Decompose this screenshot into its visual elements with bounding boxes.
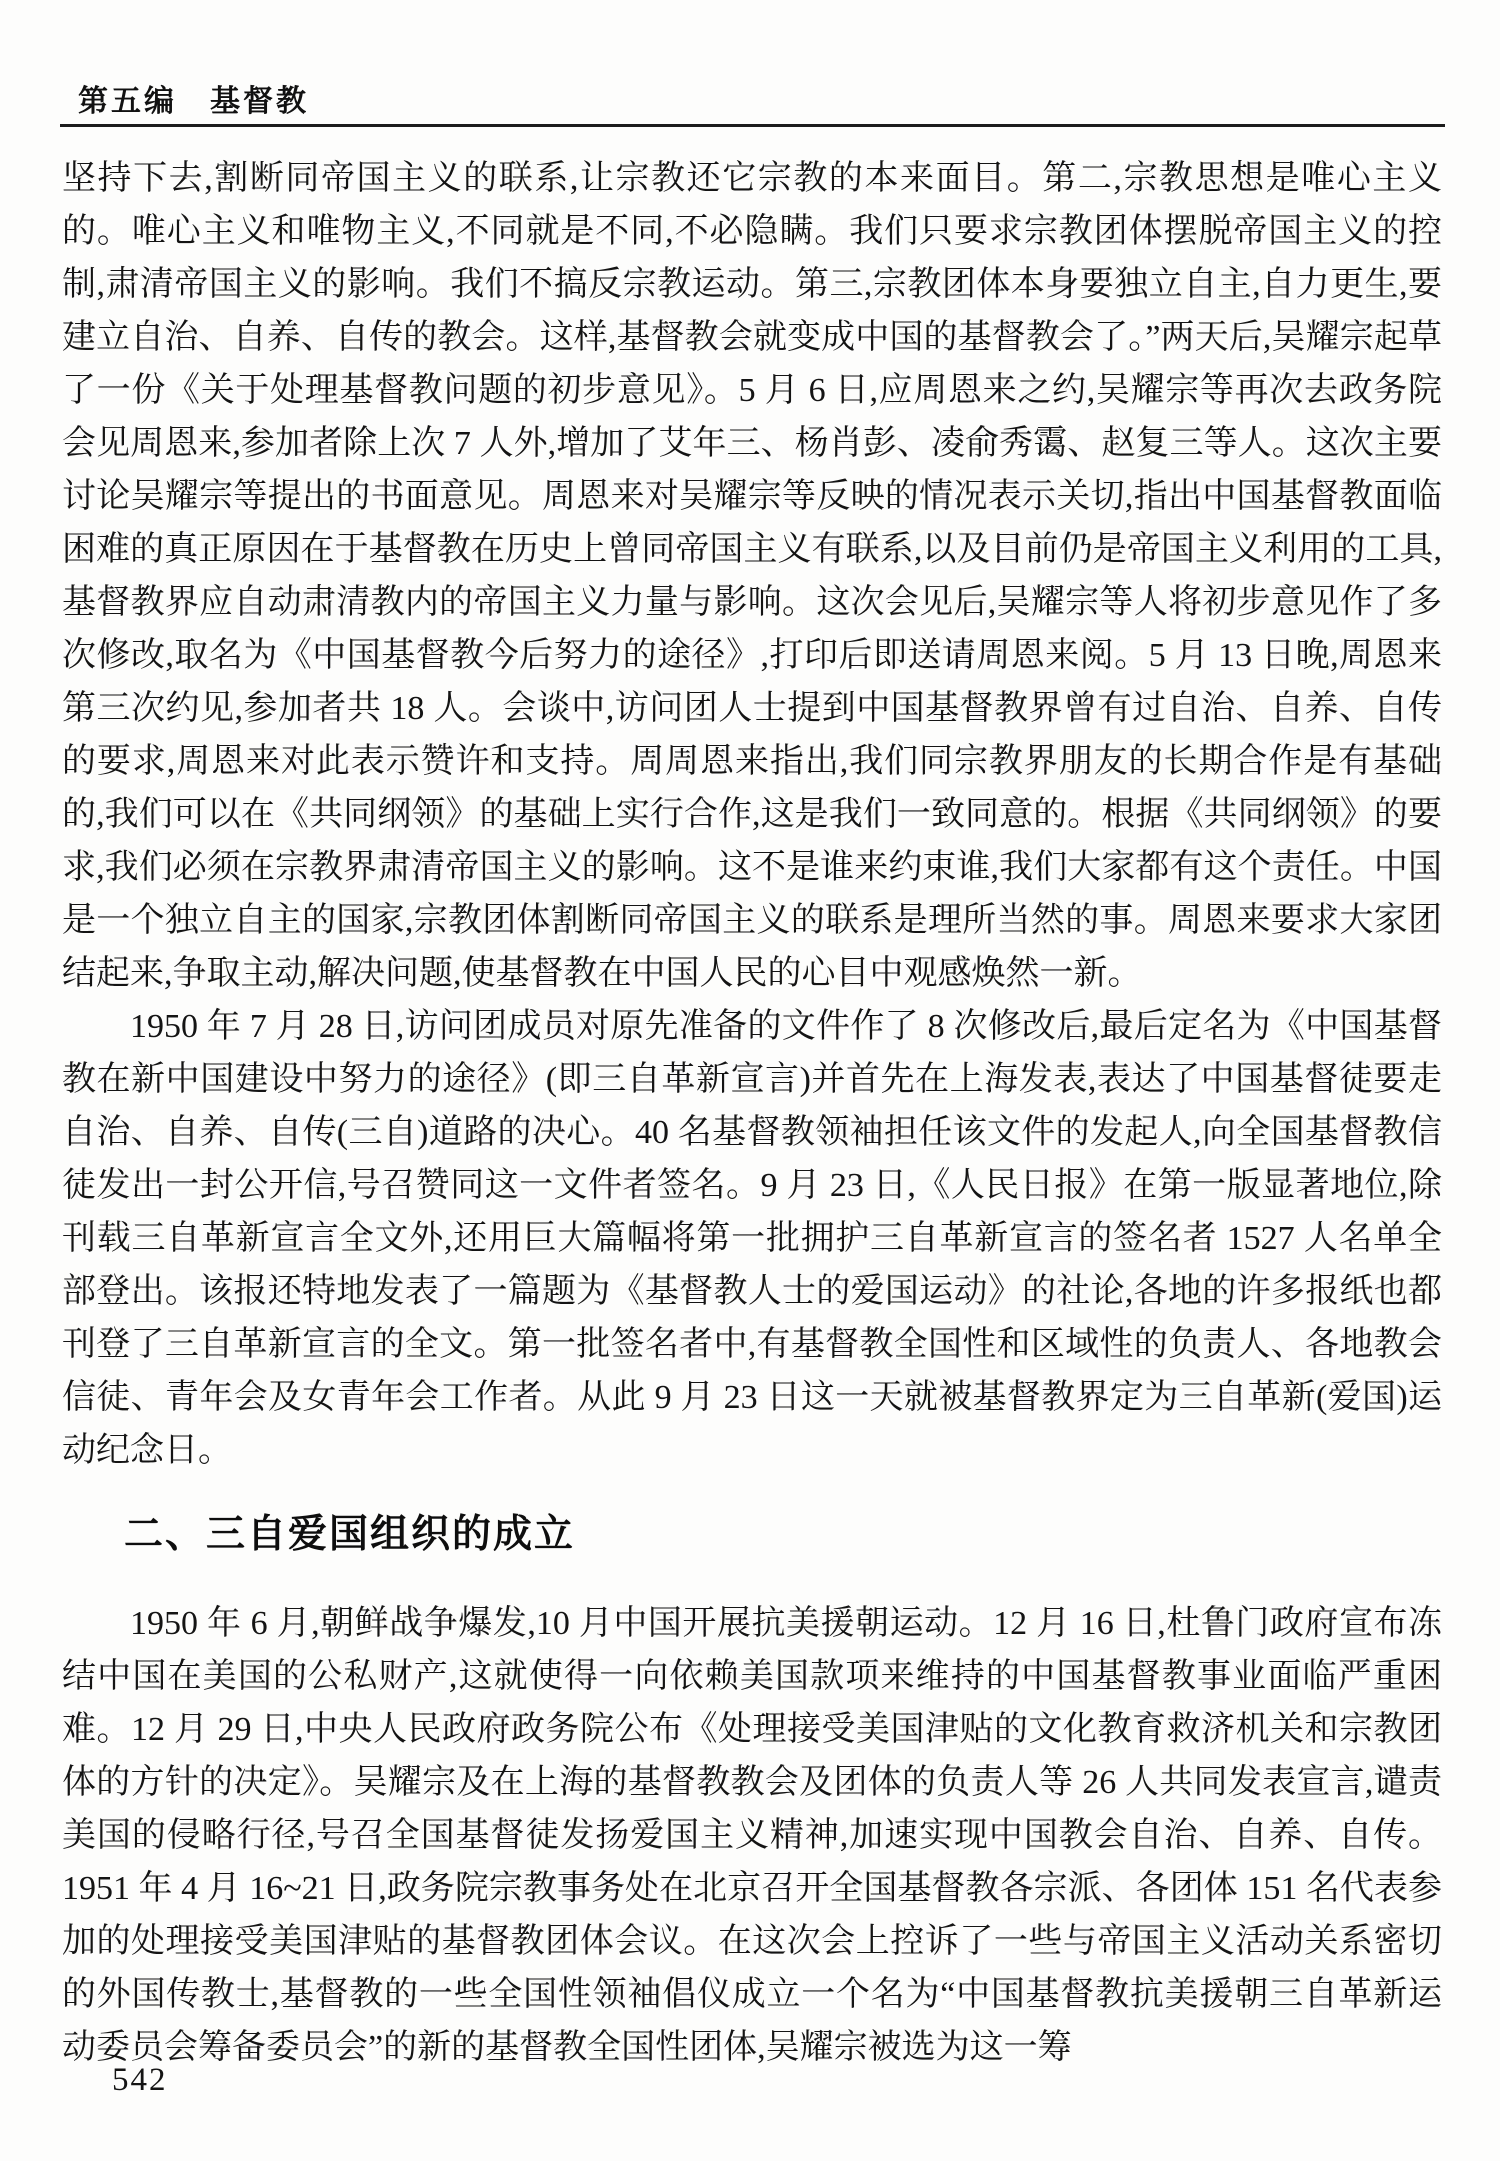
section-heading: 二、三自爱国组织的成立 [124, 1513, 576, 1556]
page-body [62, 152, 1442, 2074]
paragraph-3: 1950 年 6 月,朝鲜战争爆发,10 月中国开展抗美援朝运动。12 月 16 日,杜鲁门政府宣布冻结中国在美国的公私财产,这就使得一向依赖美国款项来维持的中国基督教事业面临严重困难。12 月 29 日,中央人民政府政务院公布《处理接受美国津贴的文化教育救济机关和宗教团体的方针的决定》。吴耀宗及在上海的基督教教会及团体的负责人等 26 人共同发表宣言,谴责美国的侵略行径,号召全国基督徒发扬爱国主义精神,加速实现中国教会自治、自养、自传。1951 年 4 月 16~21 日,政务院宗教事务处在北京召开全国基督教各宗派、各团体 151 名代表参加的处理接受美国津贴的基督教团体会议。在这次会上控诉了一些与帝国主义活动关系密切的外国传教士,基督教的一些全国性领袖倡仪成立一个名为“中国基督教抗美援朝三自革新运动委员会筹备委员会”的新的基督教全国性团体,吴耀宗被选为这一筹 [62, 1605, 1442, 2066]
header-rule [60, 124, 1445, 127]
running-header: 第五编 基督教 [78, 85, 309, 118]
paragraph-1: 坚持下去,割断同帝国主义的联系,让宗教还它宗教的本来面目。第二,宗教思想是唯心主义的。唯心主义和唯物主义,不同就是不同,不必隐瞒。我们只要求宗教团体摆脱帝国主义的控制,肃清帝国主义的影响。我们不搞反宗教运动。第三,宗教团体本身要独立自主,自力更生,要建立自治、自养、自传的教会。这样,基督教会就变成中国的基督教会了。”两天后,吴耀宗起草了一份《关于处理基督教问题的初步意见》。5 月 6 日,应周恩来之约,吴耀宗等再次去政务院会见周恩来,参加者除上次 7 人外,增加了艾年三、杨肖彭、凌俞秀霭、赵复三等人。这次主要讨论吴耀宗等提出的书面意见。周恩来对吴耀宗等反映的情况表示关切,指出中国基督教面临困难的真正原因在于基督教在历史上曾同帝国主义有联系,以及目前仍是帝国主义利用的工具,基督教界应自动肃清教内的帝国主义力量与影响。这次会见后,吴耀宗等人将初步意见作了多次修改,取名为《中国基督教今后努力的途径》,打印后即送请周恩来阅。5 月 13 日晚,周恩来第三次约见,参加者共 18 人。会谈中,访问团人士提到中国基督教界曾有过自治、自养、自传的要求,周恩来对此表示赞许和支持。周周恩来指出,我们同宗教界朋友的长期合作是有基础的,我们可以在《共同纲领》的基础上实行合作,这是我们一致同意的。根据《共同纲领》的要求,我们必须在宗教界肃清帝国主义的影响。这不是谁来约束谁,我们大家都有这个责任。中国是一个独立自主的国家,宗教团体割断同帝国主义的联系是理所当然的事。周恩来要求大家团结起来,争取主动,解决问题,使基督教在中国人民的心目中观感焕然一新。 [62, 160, 1442, 992]
paragraph-2: 1950 年 7 月 28 日,访问团成员对原先准备的文件作了 8 次修改后,最后定名为《中国基督教在新中国建设中努力的途径》(即三自革新宣言)并首先在上海发表,表达了中国基督徒要走自治、自养、自传(三自)道路的决心。40 名基督教领袖担任该文件的发起人,向全国基督教信徒发出一封公开信,号召赞同这一文件者签名。9 月 23 日,《人民日报》在第一版显著地位,除刊载三自革新宣言全文外,还用巨大篇幅将第一批拥护三自革新宣言的签名者 1527 人名单全部登出。该报还特地发表了一篇题为《基督教人士的爱国运动》的社论,各地的许多报纸也都刊登了三自革新宣言的全文。第一批签名者中,有基督教全国性和区域性的负责人、各地教会信徒、青年会及女青年会工作者。从此 9 月 23 日这一天就被基督教界定为三自革新(爱国)运动纪念日。 [62, 1008, 1442, 1469]
page-number: 542 [112, 2062, 168, 2098]
